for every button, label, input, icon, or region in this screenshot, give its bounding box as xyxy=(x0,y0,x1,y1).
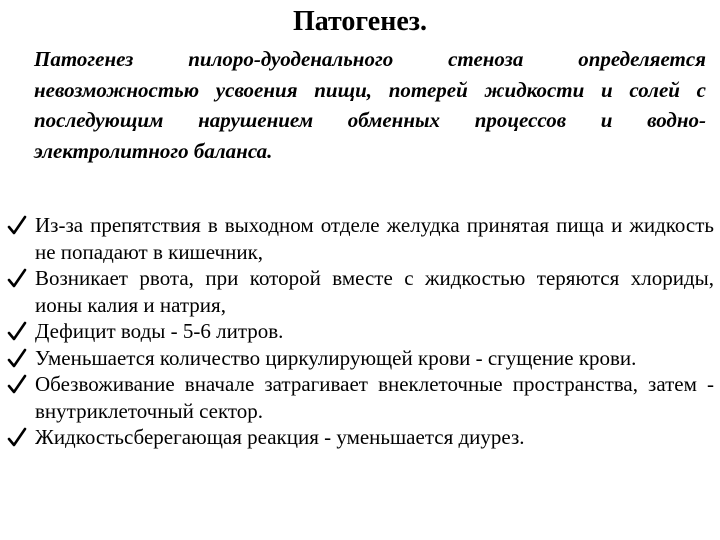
checkmark-icon xyxy=(7,345,27,371)
bullet-item xyxy=(6,318,714,345)
bullet-item xyxy=(6,212,714,265)
bullet-item xyxy=(6,424,714,451)
bullet-list xyxy=(6,212,714,451)
bullet-text: Уменьшается количество циркулирующей крови - сгущение крови. xyxy=(35,345,637,370)
slide-title: Патогенез. xyxy=(292,6,428,37)
bullet-item xyxy=(6,371,714,424)
bullet-text: Обезвоживание вначале затрагивает внеклеточные пространства, затем - внутриклеточный сектор. xyxy=(35,372,714,423)
intro-paragraph: Патогенез пилоро-дуоденального стеноза определяется невозможностью усвоения пищи, потерей жидкости и солей с последующим нарушением обменных процессов и водно-электролитного баланса. xyxy=(34,47,706,163)
bullet-text: Из-за препятствия в выходном отделе желудка принятая пища и жидкость не попадают в кишечник, xyxy=(35,213,714,264)
bullet-item xyxy=(6,345,714,372)
checkmark-icon xyxy=(7,371,27,397)
bullet-text: Возникает рвота, при которой вместе с жидкостью теряются хлориды, ионы калия и натрия, xyxy=(35,266,714,317)
bullet-text: Жидкостьсберегающая реакция - уменьшается диурез. xyxy=(35,425,525,449)
checkmark-icon xyxy=(7,212,27,238)
checkmark-icon xyxy=(7,424,27,450)
checkmark-icon xyxy=(7,265,27,291)
bullet-item xyxy=(6,265,714,318)
bullet-text: Дефицит воды - 5-6 литров. xyxy=(35,319,284,343)
checkmark-icon xyxy=(7,318,27,344)
